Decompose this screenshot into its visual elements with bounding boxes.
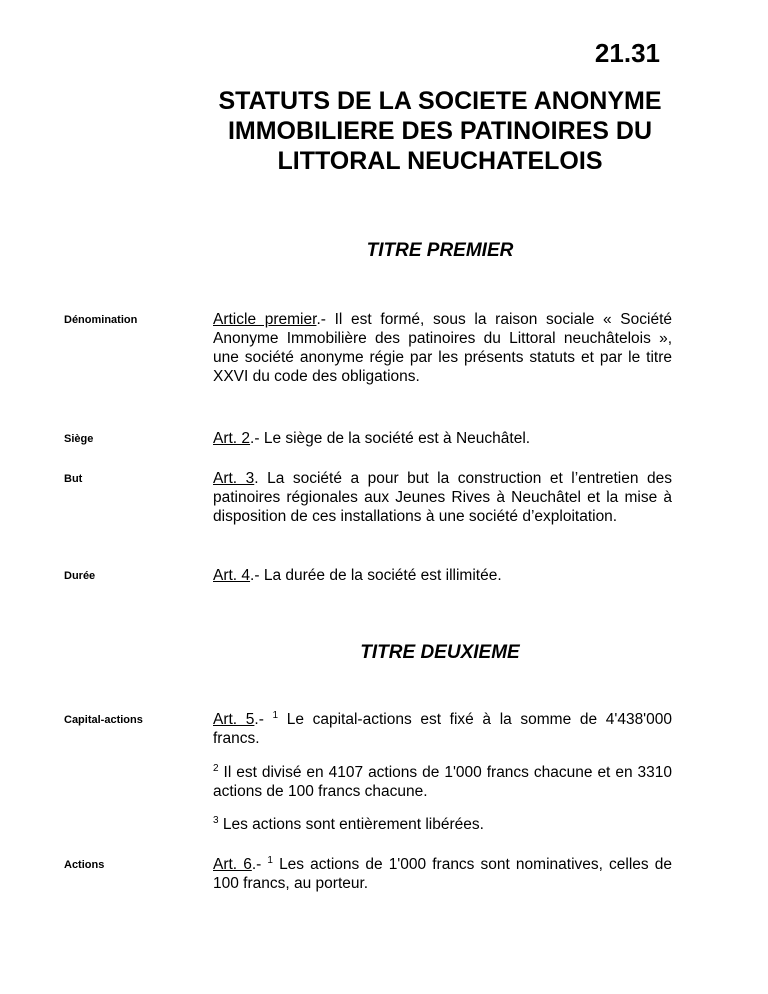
article-5-paragraph-3	[213, 815, 672, 834]
article-ref: Article premier	[213, 311, 317, 328]
article-ref: Art. 4	[213, 567, 251, 584]
paragraph-number: 2	[213, 762, 219, 774]
article-ref: Art. 3	[213, 470, 255, 487]
article-premier	[213, 310, 672, 386]
article-separator: .-	[254, 711, 273, 728]
margin-label-but: But	[64, 473, 83, 485]
document-number: 21.31	[594, 38, 660, 68]
article-text: . La société a pour but la construction et l’entretien des patinoires régionales aux Jeunes Rives à Neuchâtel et la mise à disposition de ces installations à une société d’exploitation.	[213, 470, 672, 525]
article-ref: Art. 6	[213, 856, 252, 873]
article-6	[213, 855, 672, 893]
article-text: .- La durée de la société est illimitée.	[250, 567, 502, 584]
margin-label-capital-actions: Capital-actions	[64, 714, 143, 726]
paragraph-text: Il est divisé en 4107 actions de 1'000 francs chacune et en 3310 actions de 100 francs chacune.	[213, 764, 672, 800]
section-heading-titre-deuxieme: TITRE DEUXIEME	[360, 642, 520, 663]
paragraph-number: 1	[272, 709, 279, 721]
article-separator: .-	[251, 856, 268, 873]
article-3	[213, 469, 672, 526]
margin-label-duree: Durée	[64, 570, 96, 582]
paragraph-number: 1	[267, 854, 273, 866]
document-title: STATUTS DE LA SOCIETE ANONYME IMMOBILIERE DES PATINOIRES DU LITTORAL NEUCHATELOIS	[218, 87, 662, 175]
article-text: .- Il est formé, sous la raison sociale « Société Anonyme Immobilière des patinoires du Littoral neuchâtelois », une société anonyme régie par les présents statuts et par le titre XXVI du code des obligations.	[213, 311, 672, 385]
paragraph-number: 3	[213, 814, 219, 826]
section-heading-titre-premier: TITRE PREMIER	[366, 240, 514, 261]
article-2	[213, 429, 672, 448]
article-ref: Art. 2	[213, 430, 251, 447]
margin-label-denomination: Dénomination	[64, 314, 138, 326]
article-ref: Art. 5	[213, 711, 255, 728]
article-text: Le capital-actions est fixé à la somme de 4'438'000 francs.	[213, 711, 673, 747]
article-5-paragraph-2	[213, 763, 672, 801]
article-text: Les actions de 1'000 francs sont nominatives, celles de 100 francs, au porteur.	[213, 856, 672, 892]
margin-label-actions: Actions	[64, 859, 105, 871]
margin-label-siege: Siège	[64, 433, 94, 445]
article-5	[213, 710, 672, 748]
article-text: .- Le siège de la société est à Neuchâtel.	[250, 430, 531, 447]
paragraph-text: Les actions sont entièrement libérées.	[218, 816, 484, 833]
article-4	[213, 566, 672, 585]
